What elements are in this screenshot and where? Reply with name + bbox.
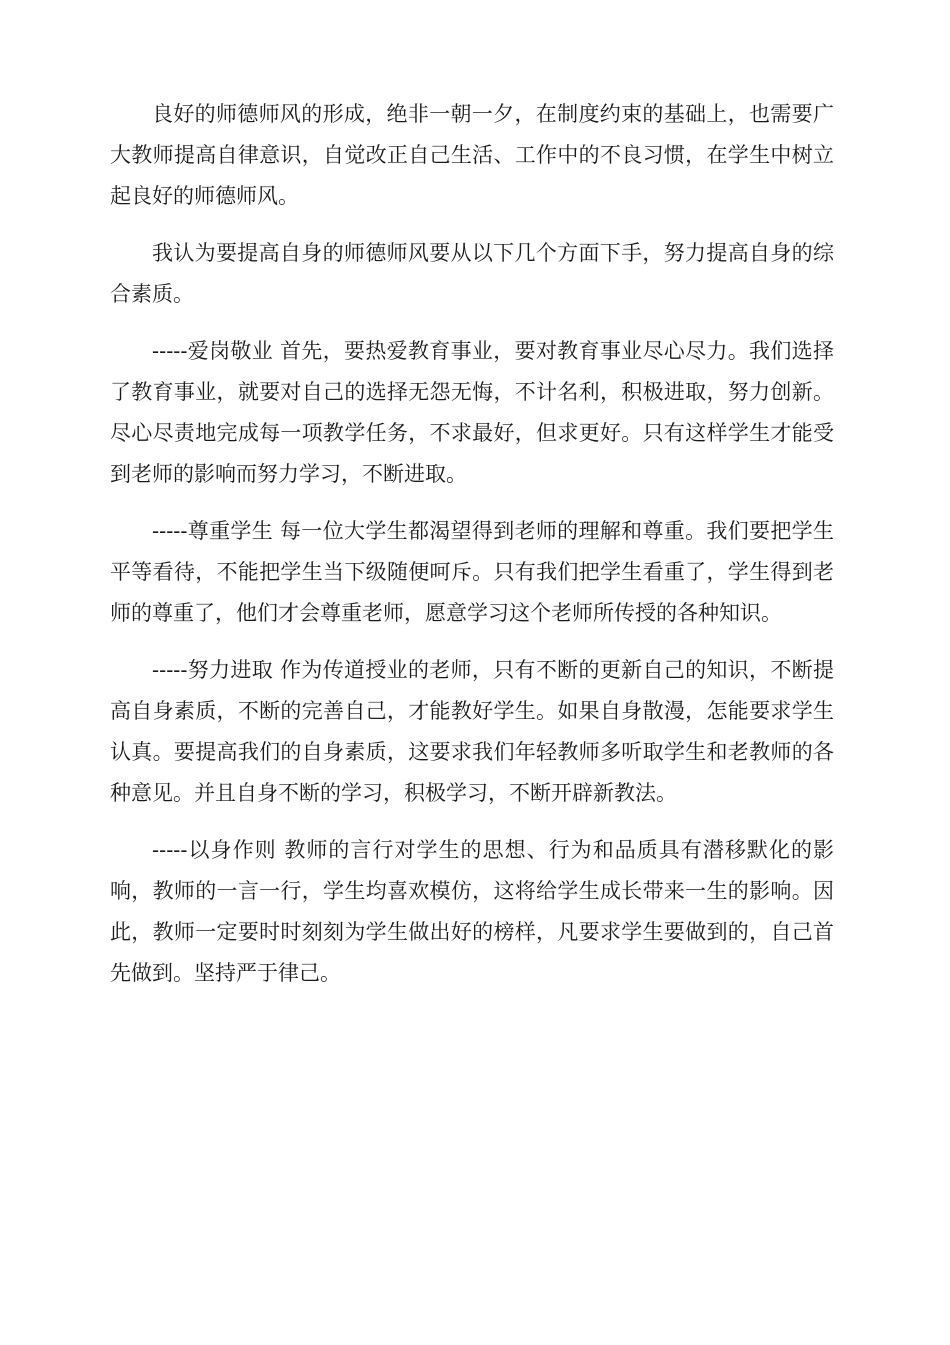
paragraph-strive-progress: -----努力进取 作为传道授业的老师，只有不断的更新自己的知识，不断提高自身素质，不断的完善自己，才能教好学生。如果自身散漫，怎能要求学生认真。要提高我们的自身素质，这要求我们年轻教师多听取学生和老教师的各种意见。并且自身不断的学习，积极学习，不断开辟新教法。 — [110, 658, 834, 805]
document-body — [110, 94, 834, 994]
paragraph-intro: 良好的师德师风的形成，绝非一朝一夕，在制度约束的基础上，也需要广大教师提高自律意识，自觉改正自己生活、工作中的不良习惯，在学生中树立起良好的师德师风。 — [110, 102, 834, 208]
paragraph-lead-by-example: -----以身作则 教师的言行对学生的思想、行为和品质具有潜移默化的影响，教师的一言一行，学生均喜欢模仿，这将给学生成长带来一生的影响。因此，教师一定要时时刻刻为学生做出好的榜样，凡要求学生要做到的，自己首先做到。坚持严于律己。 — [110, 838, 834, 985]
paragraph-respect-students: -----尊重学生 每一位大学生都渴望得到老师的理解和尊重。我们要把学生平等看待，不能把学生当下级随便呵斥。只有我们把学生看重了，学生得到老师的尊重了，他们才会尊重老师，愿意学习这个老师所传授的各种知识。 — [110, 519, 834, 625]
paragraph-love-job: -----爱岗敬业 首先，要热爱教育事业，要对教育事业尽心尽力。我们选择了教育事业，就要对自己的选择无怨无悔，不计名利，积极进取，努力创新。尽心尽责地完成每一项教学任务，不求最好，但求更好。只有这样学生才能受到老师的影响而努力学习，不断进取。 — [110, 339, 834, 486]
paragraph-overview: 我认为要提高自身的师德师风要从以下几个方面下手，努力提高自身的综合素质。 — [110, 241, 834, 306]
